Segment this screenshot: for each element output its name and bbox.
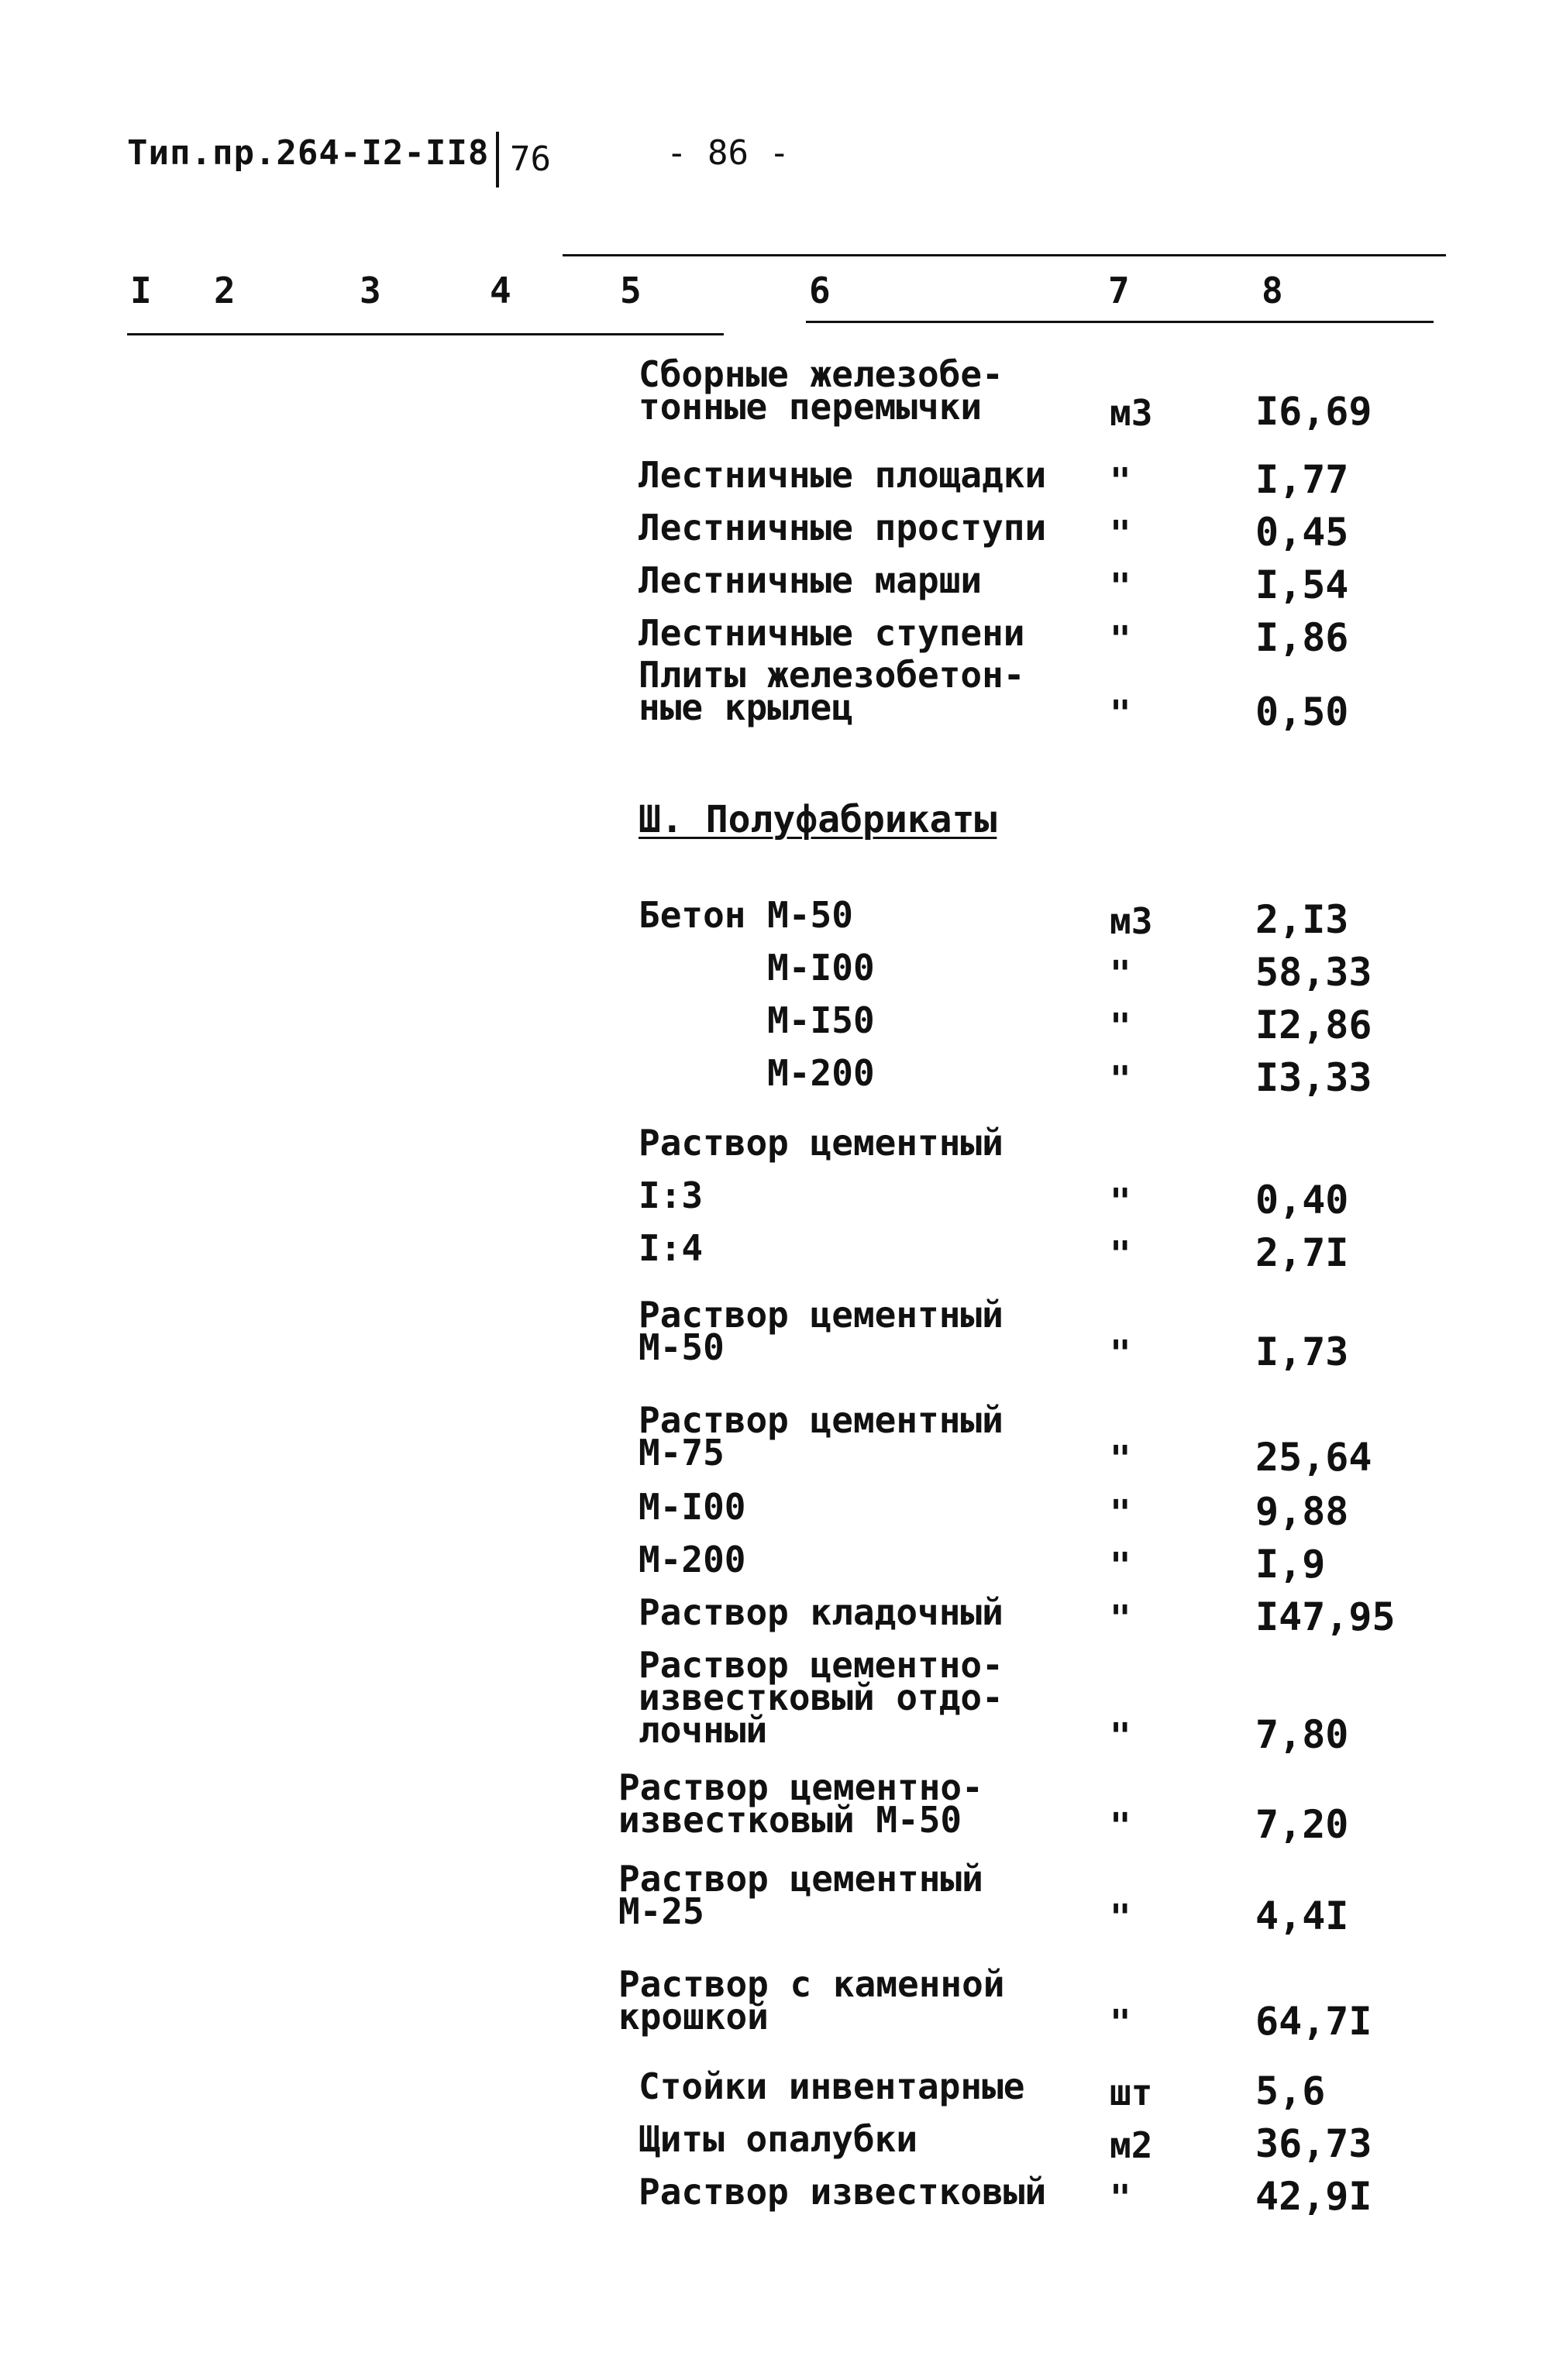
item-name: Раствор с каменной крошкой xyxy=(618,1963,1005,2038)
item-unit: " xyxy=(1110,618,1131,660)
item-unit: " xyxy=(1110,2002,1131,2044)
item-name: Бетон М-50 xyxy=(639,894,853,936)
item-name: Лестничные марши xyxy=(639,559,983,601)
item-quantity: 0,45 xyxy=(1255,510,1349,555)
column-number-3: 3 xyxy=(360,270,381,311)
item-quantity: 0,50 xyxy=(1255,690,1349,734)
item-name: Лестничные ступени xyxy=(639,612,1025,654)
item-unit: м2 xyxy=(1110,2124,1153,2166)
item-quantity: 42,9I xyxy=(1255,2174,1372,2219)
item-quantity: 36,73 xyxy=(1255,2121,1372,2166)
item-name: Щиты опалубки xyxy=(639,2118,918,2160)
item-unit: " xyxy=(1110,1545,1131,1587)
item-name: Раствор цементный М-25 xyxy=(618,1858,983,1932)
item-unit: " xyxy=(1110,460,1131,502)
item-unit: " xyxy=(1110,1058,1131,1100)
section-title: Ш. Полуфабрикаты xyxy=(639,798,997,841)
item-quantity: 5,6 xyxy=(1255,2069,1326,2113)
item-unit: шт xyxy=(1110,2072,1153,2113)
item-unit: " xyxy=(1110,1805,1131,1847)
item-unit: " xyxy=(1110,1598,1131,1639)
item-name: М-I00 xyxy=(639,947,875,989)
item-unit: " xyxy=(1110,513,1131,555)
item-name: М-200 xyxy=(639,1539,746,1580)
item-name: Раствор кладочный xyxy=(639,1591,1003,1633)
column-number-8: 8 xyxy=(1262,270,1283,311)
item-name: Раствор цементно- известковый отдо- лочный xyxy=(639,1644,1003,1751)
item-unit: " xyxy=(1110,1897,1131,1938)
item-name: Раствор известковый xyxy=(639,2171,1047,2213)
item-quantity: 58,33 xyxy=(1255,950,1372,995)
item-quantity: I47,95 xyxy=(1255,1594,1396,1639)
item-quantity: 7,20 xyxy=(1255,1802,1349,1847)
item-name: Раствор цементный М-75 xyxy=(639,1399,1003,1474)
column-number-4: 4 xyxy=(490,270,511,311)
item-unit: " xyxy=(1110,1181,1131,1223)
item-name: I:4 xyxy=(639,1227,704,1269)
item-unit: " xyxy=(1110,1333,1131,1374)
item-name: Лестничные проступи xyxy=(639,507,1047,549)
column-number-2: 2 xyxy=(214,270,236,311)
item-name: Плиты железобетон- ные крылец xyxy=(639,654,1025,728)
item-unit: " xyxy=(1110,1006,1131,1047)
item-quantity: I,54 xyxy=(1255,562,1349,607)
document-code: Тип.пр.264-I2-II8 xyxy=(127,133,490,173)
item-quantity: 2,7I xyxy=(1255,1230,1349,1275)
page-number: - 86 - xyxy=(666,133,790,173)
column-number-7: 7 xyxy=(1108,270,1130,311)
item-quantity: 4,4I xyxy=(1255,1893,1349,1938)
item-quantity: 7,80 xyxy=(1255,1712,1349,1757)
item-quantity: 2,I3 xyxy=(1255,897,1349,942)
item-quantity: I,73 xyxy=(1255,1329,1349,1374)
sheet-number: 76 xyxy=(496,132,551,187)
item-name: Раствор цементный М-50 xyxy=(639,1294,1003,1368)
item-unit: " xyxy=(1110,953,1131,995)
item-name: М-I50 xyxy=(639,999,875,1041)
item-name: Лестничные площадки xyxy=(639,454,1047,496)
item-quantity: 0,40 xyxy=(1255,1178,1349,1223)
column-number-6: 6 xyxy=(809,270,831,311)
item-name: I:3 xyxy=(639,1175,704,1216)
item-unit: " xyxy=(1110,693,1131,734)
item-quantity: 9,88 xyxy=(1255,1489,1349,1534)
item-quantity: I3,33 xyxy=(1255,1055,1372,1100)
column-number-5: 5 xyxy=(620,270,642,311)
item-unit: " xyxy=(1110,2177,1131,2219)
item-quantity: I,77 xyxy=(1255,457,1349,502)
item-quantity: I,86 xyxy=(1255,615,1349,660)
item-name: М-200 xyxy=(639,1052,875,1094)
item-quantity: I2,86 xyxy=(1255,1003,1372,1047)
item-name: Раствор цементный xyxy=(639,1122,1003,1164)
item-unit: м3 xyxy=(1110,392,1153,434)
item-name: М-I00 xyxy=(639,1486,746,1528)
item-unit: м3 xyxy=(1110,900,1153,942)
item-name: Сборные железобе- тонные перемычки xyxy=(639,353,1003,428)
item-unit: " xyxy=(1110,1492,1131,1534)
item-quantity: 25,64 xyxy=(1255,1435,1372,1480)
column-number-1: I xyxy=(130,270,152,311)
item-quantity: I6,69 xyxy=(1255,389,1372,434)
item-unit: " xyxy=(1110,1715,1131,1757)
item-unit: " xyxy=(1110,1233,1131,1275)
item-name: Стойки инвентарные xyxy=(639,2065,1025,2107)
item-unit: " xyxy=(1110,1438,1131,1480)
item-quantity: 64,7I xyxy=(1255,1999,1372,2044)
item-name: Раствор цементно- известковый М-50 xyxy=(618,1766,983,1841)
item-quantity: I,9 xyxy=(1255,1542,1326,1587)
item-unit: " xyxy=(1110,566,1131,607)
